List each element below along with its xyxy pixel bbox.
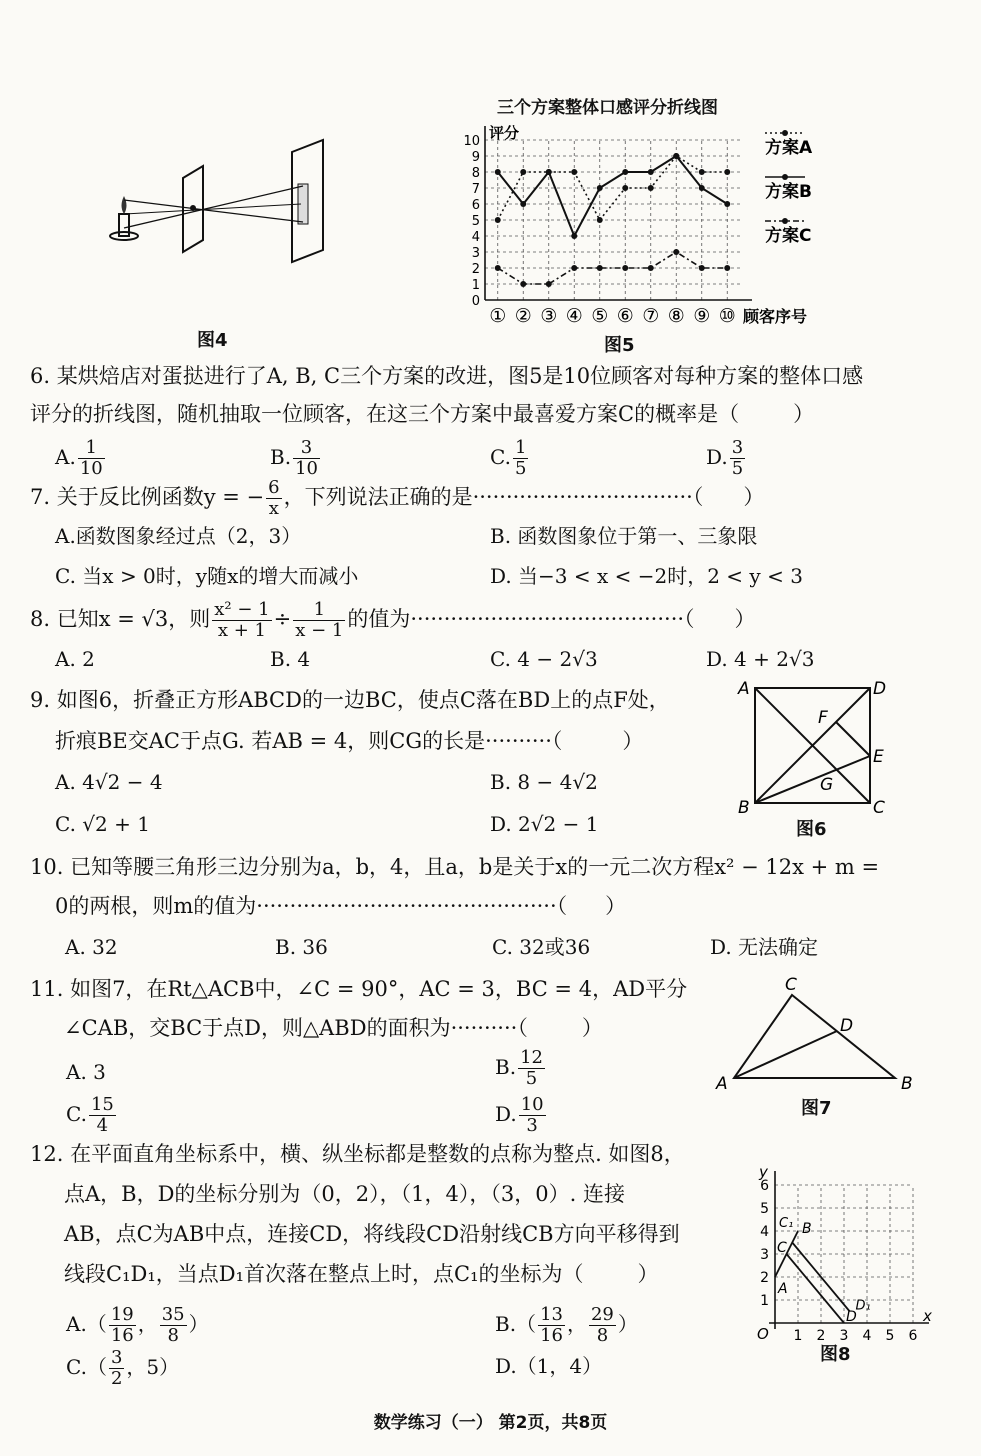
q6-stem-line2: 评分的折线图，随机抽取一位顾客，在这三个方案中最喜爱方案C的概率是（ ）: [30, 402, 815, 426]
series-3-point: [724, 265, 730, 271]
legend-marker-1: [782, 130, 788, 136]
series-2-point: [546, 169, 552, 175]
series-2-point: [495, 169, 501, 175]
q8-stem: 8. 已知x = √3，则 $\frac{\text{x² − 1}}{x + 1}$ ÷ $\frac{1}{x - 1}$ 的值为·········································（ ）: [30, 599, 756, 641]
q9-option-b: B. 8 − 4√2: [490, 770, 598, 794]
q8-option-d: D. 4 + 2√3: [706, 647, 815, 671]
y-tick-label: 3: [760, 1247, 769, 1263]
figure-5-caption: 图5: [604, 335, 635, 356]
q11-stem-line1: 11. 如图7，在Rt△ACB中，∠C = 90°，AC = 3，BC = 4，AD平分: [30, 977, 688, 1001]
y-tick-label: 6: [760, 1178, 769, 1194]
page-footer: 数学练习（一） 第2页，共8页: [373, 1413, 608, 1433]
y-tick-label: 5: [760, 1201, 769, 1217]
x-tick-label: ⑥: [616, 305, 634, 327]
figure-6-caption: 图6: [796, 819, 827, 840]
figure-5-chart: [455, 115, 850, 330]
series-1-point: [622, 185, 628, 191]
y-tick-label: 2: [471, 262, 480, 277]
y-tick-label: 4: [471, 230, 480, 245]
y-tick-label: 6: [471, 198, 480, 213]
q12-stem-line4: 线段C₁D₁，当点D₁首次落在整点上时，点C₁的坐标为（ ）: [64, 1262, 659, 1286]
y-tick-label: 1: [471, 278, 480, 293]
x-tick-label: ⑦: [642, 305, 660, 327]
q11-stem-line2: ∠CAB，交BC于点D，则△ABD的面积为··········（ ）: [64, 1016, 603, 1040]
x-tick-label: ②: [514, 305, 532, 327]
x-tick-label: ⑧: [667, 305, 685, 327]
q9-option-a: A. 4√2 − 4: [55, 770, 163, 794]
series-1-point: [699, 169, 705, 175]
figure-7-diagram: [712, 975, 922, 1095]
series-3-point: [495, 265, 501, 271]
series-2-point: [724, 201, 730, 207]
series-2-point: [597, 185, 603, 191]
q8-option-c: C. 4 − 2√3: [490, 647, 598, 671]
series-3-point: [648, 265, 654, 271]
y-axis-label: 评分: [489, 124, 520, 142]
q6-option-c: C. $\frac{1}{5}$: [490, 437, 527, 479]
x-axis-label: x: [923, 1307, 932, 1325]
q12-option-b: B.（ $\frac{13}{16}$ ， $\frac{29}{8}$ ）: [495, 1304, 638, 1346]
y-tick-label: 3: [471, 246, 480, 261]
q12-stem-line2: 点A，B，D的坐标分别为（0，2），（1，4），（3，0）. 连接: [64, 1182, 625, 1206]
series-2-point: [571, 233, 577, 239]
figure-6-diagram: [730, 670, 900, 820]
series-3-point: [571, 265, 577, 271]
figure-7-caption: 图7: [801, 1098, 832, 1119]
q6-option-d: D. $\frac{3}{5}$: [706, 437, 744, 479]
y-tick-label: 1: [760, 1293, 769, 1309]
q7-stem: 7. 关于反比例函数y = − $\frac{6}{x}$ ，下列说法正确的是·································（ ）: [30, 477, 765, 519]
legend-label-3: 方案C: [765, 226, 812, 246]
fig6-label-b: B: [738, 798, 750, 818]
point-label-d1: D₁: [855, 1298, 871, 1314]
figure-8-diagram: [745, 1145, 930, 1345]
q6-stem-line1: 6. 某烘焙店对蛋挞进行了A, B, C三个方案的改进，图5是10位顾客对每种方案的整体口感: [30, 364, 864, 388]
q11-option-d: D. $\frac{10}{3}$: [495, 1094, 544, 1136]
q12-stem-line3: AB，点C为AB中点，连接CD，将线段CD沿射线CB方向平移得到: [64, 1222, 680, 1246]
series-1-point: [571, 169, 577, 175]
q11-option-a: A. 3: [66, 1060, 106, 1084]
x-tick-label: 6: [908, 1328, 918, 1344]
y-tick-label: 5: [471, 214, 480, 229]
fig7-label-b: B: [901, 1074, 913, 1094]
x-tick-label: 1: [793, 1328, 803, 1344]
segment-cd: [787, 1254, 845, 1323]
series-3-point: [546, 281, 552, 287]
y-tick-label: 10: [463, 134, 480, 149]
x-tick-label: 5: [885, 1328, 895, 1344]
q8-option-b: B. 4: [270, 647, 311, 671]
series-1-point: [597, 217, 603, 223]
fig7-label-a: A: [716, 1074, 728, 1094]
fig7-label-c: C: [785, 975, 797, 995]
x-tick-label: ⑩: [718, 305, 736, 327]
fig7-label-d: D: [840, 1016, 854, 1036]
q10-option-b: B. 36: [275, 935, 328, 959]
q9-stem-line2: 折痕BE交AC于点G. 若AB = 4，则CG的长是··········（ ）: [55, 729, 644, 753]
series-2-point: [699, 185, 705, 191]
q10-stem-line1: 10. 已知等腰三角形三边分别为a，b，4，且a，b是关于x的一元二次方程x² − 12x + m =: [30, 855, 880, 879]
series-3-point: [520, 281, 526, 287]
q12-option-a: A.（ $\frac{19}{16}$ ， $\frac{35}{8}$ ）: [66, 1304, 209, 1346]
q9-stem-line1: 9. 如图6，折叠正方形ABCD的一边BC，使点C落在BD上的点F处，: [30, 688, 670, 712]
fig6-label-f: F: [818, 708, 828, 728]
fig6-label-g: G: [820, 775, 834, 795]
x-tick-label: ⑤: [591, 305, 609, 327]
x-tick-label: ④: [565, 305, 583, 327]
q8-option-a: A. 2: [55, 647, 95, 671]
series-3-point: [622, 265, 628, 271]
q11-option-c: C. $\frac{15}{4}$: [66, 1094, 114, 1136]
y-tick-label: 0: [471, 294, 480, 309]
q10-stem-line2: 0的两根，则m的值为·············································（ ）: [55, 894, 627, 918]
series-2-point: [520, 201, 526, 207]
x-tick-label: 3: [839, 1328, 849, 1344]
series-3-point: [699, 265, 705, 271]
legend-marker-2: [782, 174, 788, 180]
x-tick-label: ⑨: [693, 305, 711, 327]
y-tick-label: 4: [760, 1224, 769, 1240]
series-1-point: [648, 185, 654, 191]
legend-label-1: 方案A: [765, 138, 813, 158]
series-2-point: [622, 169, 628, 175]
q7-option-d: D. 当−3 < x < −2时，2 < y < 3: [490, 564, 803, 588]
legend-label-2: 方案B: [765, 182, 812, 202]
y-tick-label: 2: [760, 1270, 769, 1286]
q12-stem-line1: 12. 在平面直角坐标系中，横、纵坐标都是整数的点称为整点. 如图8，: [30, 1142, 685, 1166]
figure-8-caption: 图8: [820, 1344, 851, 1365]
fig6-label-e: E: [873, 747, 884, 767]
chart-title: 三个方案整体口感评分折线图: [497, 98, 718, 118]
series-2-point: [648, 169, 654, 175]
q6-option-b: B. $\frac{3}{10}$: [270, 437, 318, 479]
q9-option-c: C. √2 + 1: [55, 812, 150, 836]
q10-option-c: C. 32或36: [492, 935, 591, 959]
q7-option-b: B. 函数图象位于第一、三象限: [490, 524, 758, 548]
q9-option-d: D. 2√2 − 1: [490, 812, 599, 836]
point-label-a: A: [778, 1281, 788, 1297]
series-line-2: [498, 156, 728, 236]
x-tick-label: ③: [540, 305, 558, 327]
q10-option-d: D. 无法确定: [710, 935, 819, 959]
fig6-label-c: C: [873, 798, 885, 818]
series-1-point: [520, 169, 526, 175]
y-tick-label: 8: [471, 166, 480, 181]
legend-marker-3: [782, 218, 788, 224]
q12-option-c: C.（ $\frac{3}{2}$ ，5）: [66, 1347, 180, 1389]
y-tick-label: 7: [471, 182, 480, 197]
point-label-c: C: [777, 1240, 787, 1256]
series-3-point: [673, 249, 679, 255]
origin-label: O: [757, 1325, 769, 1343]
fig6-label-a: A: [738, 679, 750, 699]
point-label-c1: C₁: [779, 1216, 794, 1231]
figure-4-caption: 图4: [197, 330, 228, 351]
x-tick-label: 4: [862, 1328, 872, 1344]
figure-4-drawing: [95, 140, 345, 270]
series-3-point: [597, 265, 603, 271]
q11-option-b: B. $\frac{12}{5}$: [495, 1047, 543, 1089]
q6-option-a: A. $\frac{1}{10}$: [55, 437, 103, 479]
q7-option-a: A.函数图象经过点（2，3）: [55, 524, 302, 548]
series-2-point: [673, 153, 679, 159]
point-label-b: B: [802, 1221, 812, 1237]
series-1-point: [724, 169, 730, 175]
y-axis-label: y: [759, 1163, 768, 1181]
x-tick-label: 2: [816, 1328, 826, 1344]
x-axis-label: 顾客序号: [743, 307, 808, 326]
q12-option-d: D.（1，4）: [495, 1354, 603, 1378]
x-tick-label: ①: [489, 305, 507, 327]
series-1-point: [495, 217, 501, 223]
q10-option-a: A. 32: [65, 935, 118, 959]
point-label-d: D: [846, 1309, 857, 1325]
fig6-label-d: D: [873, 679, 887, 699]
y-tick-label: 9: [471, 150, 480, 165]
q7-option-c: C. 当x > 0时，y随x的增大而减小: [55, 564, 359, 588]
